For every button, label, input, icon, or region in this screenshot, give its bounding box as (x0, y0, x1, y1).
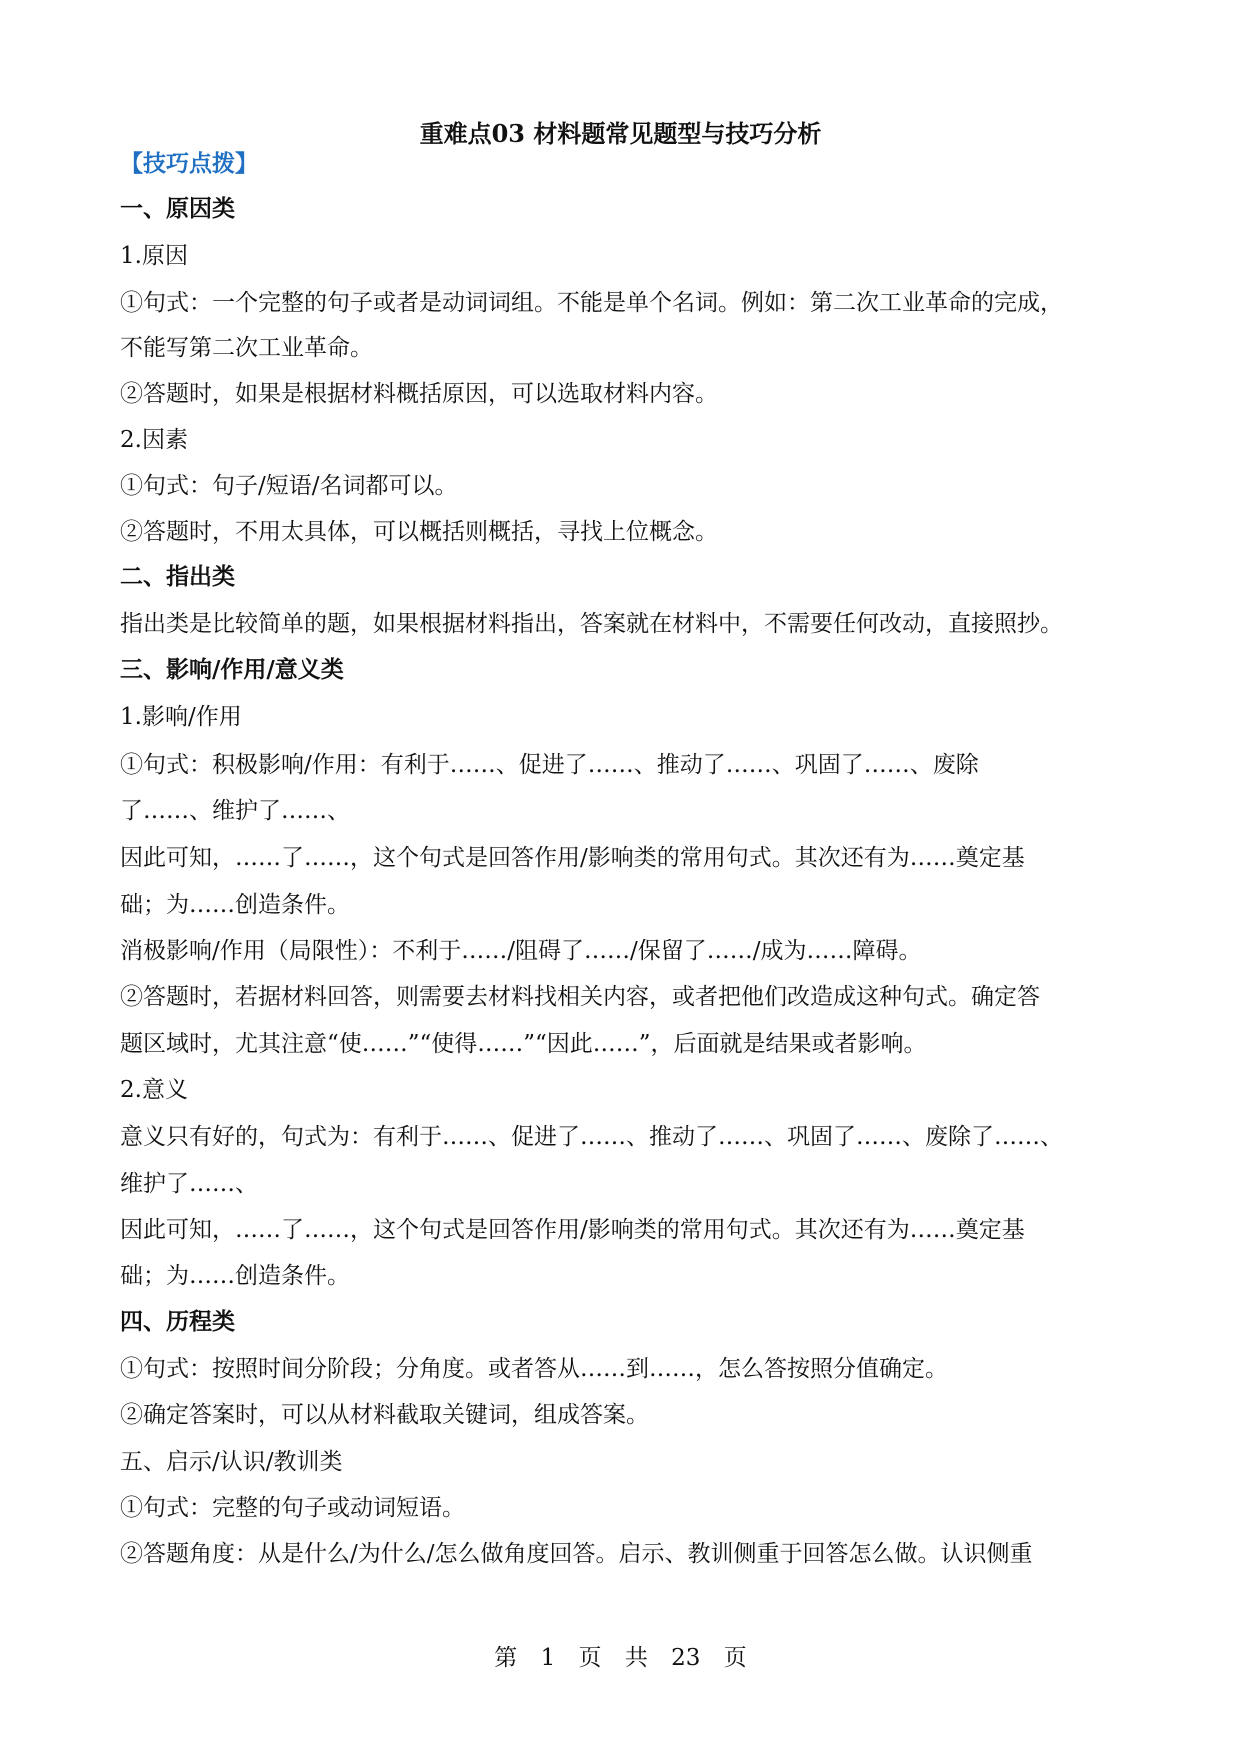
text-line: ②答题时，如果是根据材料概括原因，可以选取材料内容。 (120, 381, 718, 407)
subheading-significance: 2.意义 (120, 1077, 188, 1103)
text-line: ①句式：一个完整的句子或者是动词词组。不能是单个名词。例如：第二次工业革命的完成， (120, 290, 1063, 316)
text-line: 消极影响/作用（局限性）：不利于……/阻碍了……/保留了……/成为……障碍。 (120, 938, 922, 964)
text-line: 维护了……、 (120, 1171, 258, 1197)
subheading-influence: 1.影响/作用 (120, 704, 242, 730)
text-line: ①句式：积极影响/作用：有利于……、促进了……、推动了……、巩固了……、废除 (120, 752, 979, 778)
section-heading-process: 四、历程类 (120, 1308, 235, 1335)
footer-page-label: 第 (494, 1645, 518, 1671)
text-line: 础；为……创造条件。 (120, 892, 350, 918)
text-line: ②答题时，若据材料回答，则需要去材料找相关内容，或者把他们改造成这种句式。确定答 (120, 984, 1040, 1010)
text-line: ②答题角度：从是什么/为什么/怎么做角度回答。启示、教训侧重于回答怎么做。认识侧重 (120, 1541, 1033, 1567)
text-line: ②确定答案时，可以从材料截取关键词，组成答案。 (120, 1402, 649, 1428)
page-footer (0, 1642, 1241, 1674)
text-line: 题区域时，尤其注意“使……”“使得……”“因此……”，后面就是结果或者影响。 (120, 1031, 927, 1057)
footer-total-label: 共 (624, 1645, 648, 1671)
text-line: ②答题时，不用太具体，可以概括则概括，寻找上位概念。 (120, 519, 718, 545)
text-line: ①句式：句子/短语/名词都可以。 (120, 473, 458, 499)
text-line: 了……、维护了……、 (120, 798, 350, 824)
text-line: 不能写第二次工业革命。 (120, 335, 373, 361)
section-heading-enlightenment: 五、启示/认识/教训类 (120, 1449, 343, 1475)
text-line: 因此可知，……了……，这个句式是回答作用/影响类的常用句式。其次还有为……奠定基 (120, 845, 1025, 871)
page-title: 重难点03 材料题常见题型与技巧分析 (419, 119, 822, 148)
section-heading-reasons: 一、原因类 (120, 195, 235, 222)
footer-page-unit: 页 (578, 1645, 602, 1671)
text-line: 础；为……创造条件。 (120, 1263, 350, 1289)
text-line: 意义只有好的，句式为：有利于……、促进了……、推动了……、巩固了……、废除了……、 (120, 1124, 1063, 1150)
text-line: ①句式：完整的句子或动词短语。 (120, 1495, 465, 1521)
text-line: ①句式：按照时间分阶段；分角度。或者答从……到……，怎么答按照分值确定。 (120, 1356, 948, 1382)
section-heading-point-out: 二、指出类 (120, 563, 235, 590)
tip-heading: 【技巧点拨】 (120, 150, 258, 177)
text-line: 指出类是比较简单的题，如果根据材料指出，答案就在材料中，不需要任何改动，直接照抄。 (120, 611, 1063, 637)
section-heading-influence: 三、影响/作用/意义类 (120, 656, 344, 683)
subheading-reason: 1.原因 (120, 243, 188, 269)
footer-total-unit: 页 (723, 1645, 747, 1671)
footer-page-number: 1 (540, 1645, 556, 1671)
footer-total-pages: 23 (671, 1645, 701, 1671)
subheading-factor: 2.因素 (120, 427, 188, 453)
text-line: 因此可知，……了……，这个句式是回答作用/影响类的常用句式。其次还有为……奠定基 (120, 1217, 1025, 1243)
